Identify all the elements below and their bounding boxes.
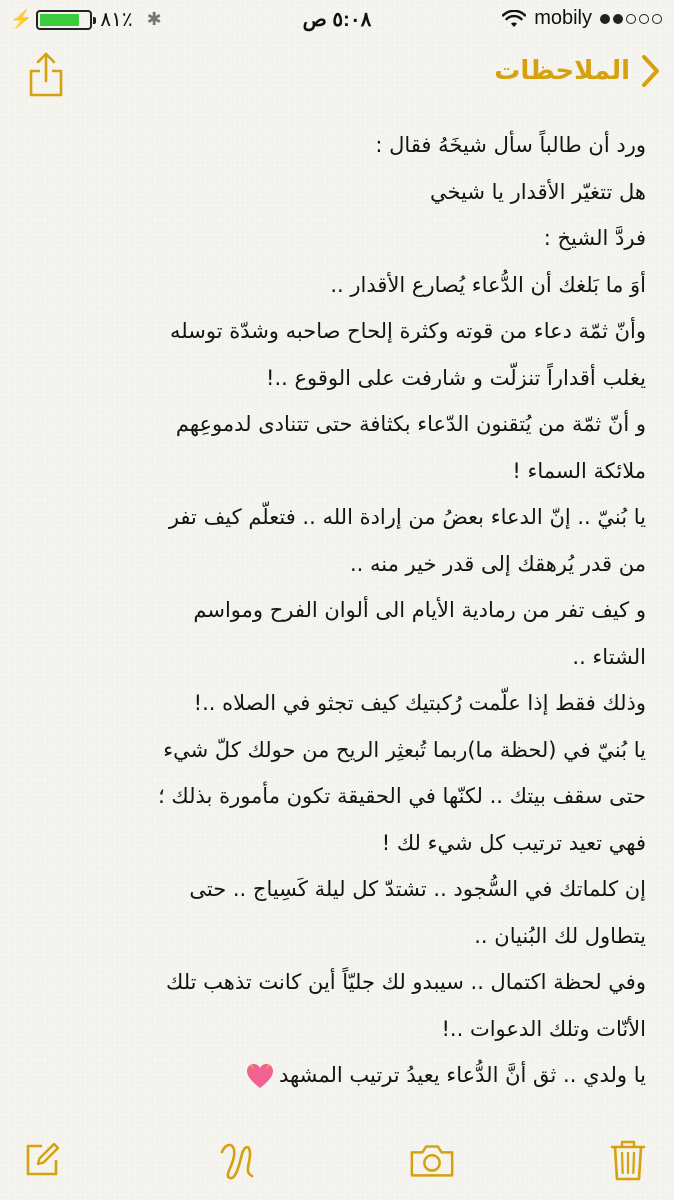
note-line: الشتاء .. xyxy=(572,644,646,669)
carrier-name: mobily xyxy=(534,7,592,29)
note-line: هل تتغيّر الأقدار يا شيخي xyxy=(430,179,646,204)
signal-dot xyxy=(600,14,610,24)
trash-button[interactable] xyxy=(604,1136,652,1184)
back-button[interactable] xyxy=(494,54,660,88)
share-button[interactable] xyxy=(26,50,66,98)
sketch-icon xyxy=(216,1138,260,1182)
note-line: ملائكة السماء ! xyxy=(512,458,646,483)
charging-bolt-icon: ⚡ xyxy=(10,9,33,29)
status-right xyxy=(502,7,662,30)
note-line: يا بُنيّ .. إنّ الدعاء بعضُ من إرادة الله .. فتعلّم كيف تفر xyxy=(168,505,646,529)
status-time: ٥:٠٨ ص xyxy=(302,9,372,31)
note-line: حتى سقف بيتك .. لكنّها في الحقيقة تكون مأمورة بذلك ؛ xyxy=(158,784,646,808)
note-line: يتطاول لك البُنيان .. xyxy=(474,923,646,948)
note-line: إن كلماتك في السُّجود .. تشتدّ كل ليلة كَسِياج .. حتى xyxy=(189,877,646,901)
sketch-button[interactable] xyxy=(214,1136,262,1184)
nav-bar xyxy=(0,40,674,108)
wifi-icon xyxy=(502,10,526,28)
note-line: وأنّ ثمّة دعاء من قوته وكثرة إلحاح صاحبه وشدّة توسله xyxy=(170,319,646,343)
sparkling-heart-icon xyxy=(245,1062,275,1090)
battery-percent: ٨١٪ xyxy=(100,9,133,31)
signal-strength-icon xyxy=(600,14,662,24)
note-line: يا ولدي .. ثق أنَّ الدُّعاء يعيدُ ترتيب المشهد xyxy=(28,1052,646,1099)
compose-icon xyxy=(22,1140,62,1180)
chevron-right-icon xyxy=(640,54,660,88)
compose-button[interactable] xyxy=(18,1136,66,1184)
note-text-area[interactable] xyxy=(28,122,646,1099)
bottom-toolbar xyxy=(0,1120,674,1200)
note-line: ورد أن طالباً سأل شيخَهُ فقال : xyxy=(375,133,646,157)
camera-button[interactable] xyxy=(408,1136,456,1184)
share-icon xyxy=(26,50,66,98)
signal-dot xyxy=(639,14,649,24)
signal-dot xyxy=(613,14,623,24)
note-line: من قدر يُرهقك إلى قدر خير منه .. xyxy=(349,551,646,576)
signal-dot xyxy=(652,14,662,24)
note-line: وفي لحظة اكتمال .. سيبدو لك جليّاً أين كانت تذهب تلك xyxy=(166,970,646,994)
camera-icon xyxy=(408,1140,456,1180)
note-line: فردَّ الشيخ : xyxy=(543,226,646,250)
note-line: وذلك فقط إذا علّمت رُكبتيك كيف تجثو في الصلاه ..! xyxy=(193,691,646,715)
status-bar xyxy=(0,0,674,38)
back-label: الملاحظات xyxy=(494,56,630,86)
trash-icon xyxy=(610,1138,646,1182)
note-line: و أنّ ثمّة من يُتقنون الدّعاء بكثافة حتى تتنادى لدموعِهم xyxy=(175,412,646,436)
signal-dot xyxy=(626,14,636,24)
bluetooth-icon: ✱ xyxy=(146,9,162,29)
note-line: أوَ ما بَلغك أن الدُّعاء يُصارع الأقدار .. xyxy=(330,272,646,297)
note-line: فهي تعيد ترتيب كل شيء لك ! xyxy=(381,830,646,855)
note-line: و كيف تفر من رمادية الأيام الى ألوان الفرح ومواسم xyxy=(193,598,646,622)
note-line: يا بُنيّ في (لحظة ما)ربما تُبعثِر الريح من حولك كلّ شيء xyxy=(163,737,646,762)
note-line: يغلب أقداراً تنزلّت و شارفت على الوقوع ..! xyxy=(266,365,646,390)
note-line: الأنّات وتلك الدعوات ..! xyxy=(441,1016,646,1041)
